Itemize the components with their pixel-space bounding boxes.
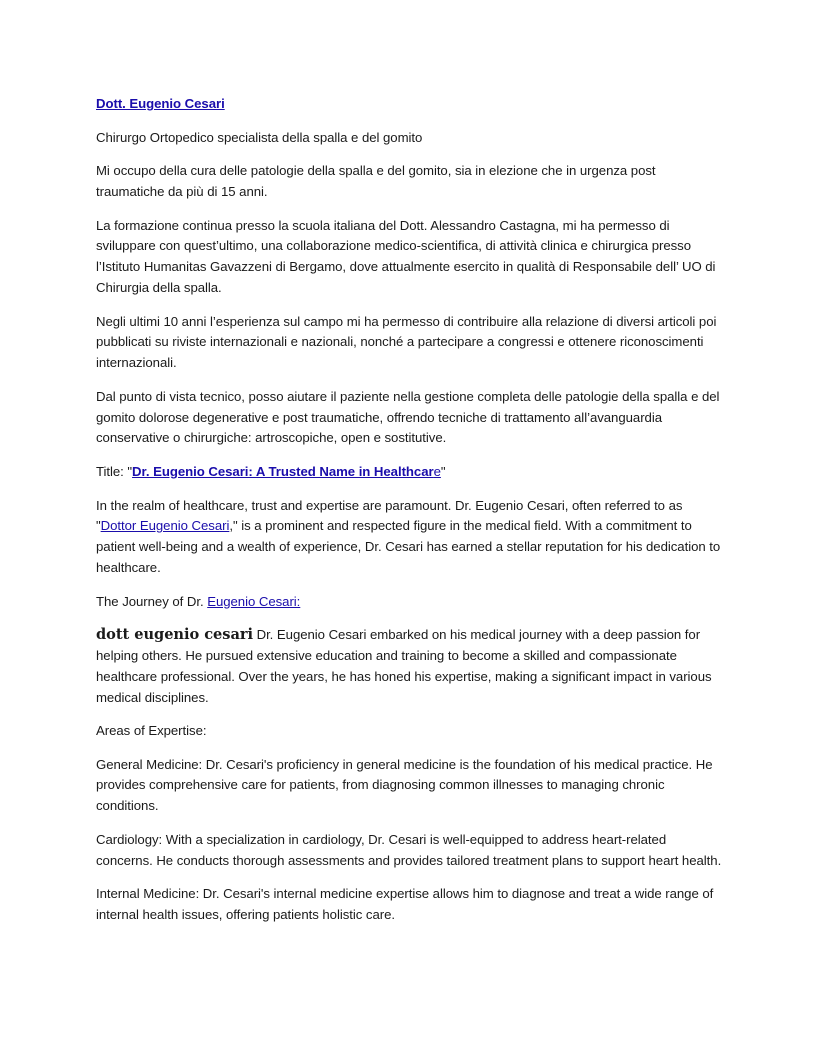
- title-link[interactable]: [132, 464, 434, 479]
- title-suffix: ": [440, 463, 446, 479]
- title-link-tail[interactable]: e: [433, 463, 441, 479]
- subtitle-paragraph: Chirurgo Ortopedico specialista della spalla e del gomito: [96, 129, 423, 145]
- journey-link[interactable]: Eugenio Cesari:: [207, 593, 301, 609]
- title-link-main: Dr. Eugenio Cesari: A Trusted Name in Healthcar: [132, 463, 434, 479]
- heading-link[interactable]: Dott. Eugenio Cesari: [96, 96, 225, 111]
- cardiology-paragraph: Cardiology: With a specialization in cardiology, Dr. Cesari is well-equipped to address heart-related concerns. He conducts thorough assessments and provides tailored treatment plans to support heart health.: [96, 831, 722, 868]
- internal-medicine-paragraph: Internal Medicine: Dr. Cesari's internal medicine expertise allows him to diagnose and treat a wide range of internal health issues, offering patients holistic care.: [96, 886, 714, 923]
- tecnico-paragraph: Dal punto di vista tecnico, posso aiutare il paziente nella gestione completa delle patologie della spalla e del gomito dolorose degenerative e post traumatiche, offrendo tecniche di trattamento all’avanguardia conservative o chirurgiche: artroscopiche, open e sostitutive.: [96, 388, 720, 446]
- areas-heading: Areas of Expertise:: [96, 723, 207, 739]
- formazione-paragraph: La formazione continua presso la scuola italiana del Dott. Alessandro Castagna, mi ha permesso di sviluppare con quest’ultimo, una collaborazione medico-scientifica, di attività clinica e chirurgica presso l’Istituto Humanitas Gavazzeni di Bergamo, dove attualmente esercito in qualità di Responsabile dell’ UO di Chirurgia della spalla.: [96, 217, 716, 295]
- dottor-link[interactable]: Dottor Eugenio Cesari: [100, 518, 230, 534]
- journey-heading-paragraph: [96, 592, 722, 613]
- title-paragraph: [96, 462, 722, 483]
- general-medicine-paragraph: General Medicine: Dr. Cesari's proficiency in general medicine is the foundation of his medical practice. He provides comprehensive care for patients, from diagnosing common illnesses to managing chronic conditions.: [96, 756, 713, 814]
- journey-paragraph: [96, 625, 722, 708]
- intro-paragraph: Mi occupo della cura delle patologie della spalla e del gomito, sia in elezione che in urgenza post traumatiche da più di 15 anni.: [96, 163, 656, 199]
- realm-text-after: ," is a prominent and respected figure in the medical field. With a commitment to patient well-being and a wealth of experience, Dr. Cesari has earned a stellar reputation for his dedication to healthcare.: [96, 518, 721, 575]
- esperienza-paragraph: Negli ultimi 10 anni l’esperienza sul campo mi ha permesso di contribuire alla relazione di diversi articoli poi pubblicati su riviste internazionali e nazionali, nonché a partecipare a congressi e ottenere riconoscimenti internazionali.: [96, 313, 717, 371]
- journey-prefix: The Journey of Dr.: [96, 593, 208, 609]
- journey-lead: dott eugenio cesari: [96, 626, 253, 644]
- document-page: [96, 94, 722, 939]
- heading-paragraph: [96, 94, 722, 115]
- realm-paragraph: [96, 496, 722, 579]
- realm-text-before: In the realm of healthcare, trust and expertise are paramount. Dr. Eugenio Cesari, often referred to as ": [96, 497, 683, 534]
- journey-text: Dr. Eugenio Cesari embarked on his medical journey with a deep passion for helping others. He pursued extensive education and training to become a skilled and compassionate healthcare professional. Over the years, he has honed his expertise, making a significant impact in various medical disciplines.: [96, 627, 712, 705]
- title-prefix: Title: ": [96, 463, 133, 479]
